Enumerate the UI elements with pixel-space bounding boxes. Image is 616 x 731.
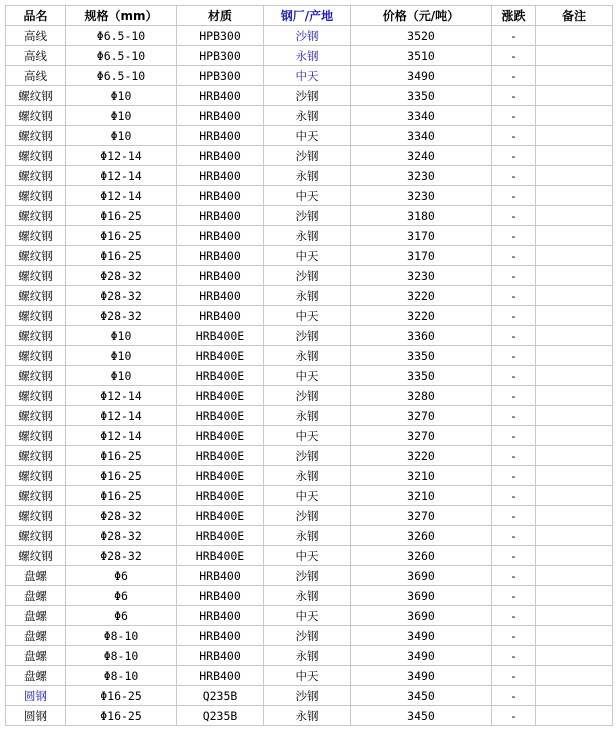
cell-material: HRB400E: [177, 426, 264, 446]
cell-note: [536, 666, 613, 686]
cell-material: HRB400E: [177, 506, 264, 526]
cell-name: 螺纹钢: [6, 466, 66, 486]
cell-change: -: [492, 626, 536, 646]
cell-note: [536, 246, 613, 266]
cell-note: [536, 26, 613, 46]
cell-name: 螺纹钢: [6, 346, 66, 366]
cell-price: 3170: [351, 246, 492, 266]
cell-price: 3270: [351, 426, 492, 446]
cell-spec: Φ6.5-10: [66, 46, 177, 66]
table-row: [6, 146, 613, 166]
cell-material: HPB300: [177, 26, 264, 46]
header-note: 备注: [536, 6, 613, 26]
cell-price: 3260: [351, 526, 492, 546]
cell-spec: Φ6.5-10: [66, 66, 177, 86]
cell-material: HRB400E: [177, 526, 264, 546]
table-row: [6, 586, 613, 606]
table-row: [6, 166, 613, 186]
cell-note: [536, 426, 613, 446]
cell-spec: Φ28-32: [66, 526, 177, 546]
cell-note: [536, 626, 613, 646]
cell-change: -: [492, 246, 536, 266]
cell-price: 3350: [351, 86, 492, 106]
cell-name: 螺纹钢: [6, 206, 66, 226]
cell-name: 螺纹钢: [6, 226, 66, 246]
cell-mill: 永钢: [264, 406, 351, 426]
cell-change: -: [492, 686, 536, 706]
cell-material: HRB400E: [177, 546, 264, 566]
cell-spec: Φ10: [66, 366, 177, 386]
cell-name[interactable]: 圆钢: [6, 686, 66, 706]
cell-name: 螺纹钢: [6, 286, 66, 306]
cell-mill: 中天: [264, 186, 351, 206]
cell-note: [536, 506, 613, 526]
cell-mill: 中天: [264, 306, 351, 326]
cell-mill: 中天: [264, 126, 351, 146]
cell-spec: Φ6: [66, 606, 177, 626]
cell-material: HRB400: [177, 286, 264, 306]
cell-mill: 沙钢: [264, 266, 351, 286]
cell-note: [536, 206, 613, 226]
table-row: [6, 546, 613, 566]
cell-mill: 沙钢: [264, 206, 351, 226]
cell-material: HRB400: [177, 146, 264, 166]
cell-mill: 中天: [264, 606, 351, 626]
cell-name: 螺纹钢: [6, 486, 66, 506]
table-row: [6, 186, 613, 206]
cell-mill: 沙钢: [264, 386, 351, 406]
cell-name: 高线: [6, 26, 66, 46]
cell-material: HRB400: [177, 186, 264, 206]
cell-mill[interactable]: 沙钢: [264, 26, 351, 46]
cell-change: -: [492, 266, 536, 286]
cell-price: 3360: [351, 326, 492, 346]
cell-mill: 沙钢: [264, 626, 351, 646]
cell-change: -: [492, 226, 536, 246]
table-row: [6, 86, 613, 106]
cell-change: -: [492, 366, 536, 386]
cell-change: -: [492, 306, 536, 326]
cell-price: 3240: [351, 146, 492, 166]
cell-spec: Φ12-14: [66, 406, 177, 426]
cell-note: [536, 526, 613, 546]
cell-note: [536, 386, 613, 406]
cell-price: 3220: [351, 306, 492, 326]
cell-material: HRB400: [177, 226, 264, 246]
cell-price: 3350: [351, 346, 492, 366]
cell-change: -: [492, 66, 536, 86]
cell-name: 螺纹钢: [6, 526, 66, 546]
cell-name: 盘螺: [6, 626, 66, 646]
cell-mill: 永钢: [264, 106, 351, 126]
cell-price: 3230: [351, 186, 492, 206]
cell-spec: Φ16-25: [66, 466, 177, 486]
price-table-container: [5, 5, 612, 726]
table-row: [6, 686, 613, 706]
cell-change: -: [492, 206, 536, 226]
cell-mill: 永钢: [264, 586, 351, 606]
cell-price: 3210: [351, 486, 492, 506]
cell-spec: Φ12-14: [66, 166, 177, 186]
cell-mill: 中天: [264, 486, 351, 506]
cell-material: HRB400E: [177, 326, 264, 346]
cell-spec: Φ28-32: [66, 286, 177, 306]
cell-note: [536, 86, 613, 106]
table-row: [6, 246, 613, 266]
cell-material: HRB400E: [177, 386, 264, 406]
cell-spec: Φ12-14: [66, 426, 177, 446]
cell-mill: 中天: [264, 366, 351, 386]
cell-mill: 沙钢: [264, 326, 351, 346]
cell-note: [536, 306, 613, 326]
cell-price: 3270: [351, 506, 492, 526]
cell-note: [536, 66, 613, 86]
cell-mill: 中天: [264, 666, 351, 686]
cell-note: [536, 346, 613, 366]
cell-price: 3230: [351, 266, 492, 286]
cell-mill[interactable]: 中天: [264, 66, 351, 86]
cell-mill: 中天: [264, 426, 351, 446]
cell-note: [536, 366, 613, 386]
cell-price: 3350: [351, 366, 492, 386]
cell-change: -: [492, 326, 536, 346]
cell-material: HRB400: [177, 246, 264, 266]
cell-name: 螺纹钢: [6, 326, 66, 346]
cell-price: 3340: [351, 126, 492, 146]
cell-spec: Φ10: [66, 126, 177, 146]
cell-change: -: [492, 346, 536, 366]
cell-price: 3220: [351, 446, 492, 466]
cell-change: -: [492, 546, 536, 566]
table-row: [6, 486, 613, 506]
cell-spec: Φ28-32: [66, 266, 177, 286]
cell-change: -: [492, 406, 536, 426]
cell-name: 盘螺: [6, 566, 66, 586]
table-row: [6, 666, 613, 686]
cell-spec: Φ10: [66, 326, 177, 346]
header-name: 品名: [6, 6, 66, 26]
cell-material: HRB400: [177, 626, 264, 646]
cell-name: 螺纹钢: [6, 546, 66, 566]
table-row: [6, 406, 613, 426]
cell-change: -: [492, 186, 536, 206]
cell-price: 3690: [351, 586, 492, 606]
cell-material: HRB400: [177, 86, 264, 106]
cell-name: 圆钢: [6, 706, 66, 726]
cell-mill: 永钢: [264, 346, 351, 366]
cell-mill: 沙钢: [264, 146, 351, 166]
table-header-row: [6, 6, 613, 26]
table-row: [6, 646, 613, 666]
cell-spec: Φ8-10: [66, 646, 177, 666]
cell-change: -: [492, 446, 536, 466]
cell-change: -: [492, 526, 536, 546]
cell-name: 盘螺: [6, 586, 66, 606]
table-row: [6, 226, 613, 246]
cell-mill: 中天: [264, 546, 351, 566]
cell-change: -: [492, 506, 536, 526]
header-change: 涨跌: [492, 6, 536, 26]
cell-spec: Φ10: [66, 346, 177, 366]
cell-note: [536, 406, 613, 426]
table-row: [6, 566, 613, 586]
cell-change: -: [492, 466, 536, 486]
cell-name: 高线: [6, 46, 66, 66]
cell-mill: 永钢: [264, 646, 351, 666]
cell-note: [536, 566, 613, 586]
cell-note: [536, 706, 613, 726]
cell-spec: Φ6: [66, 566, 177, 586]
cell-material: HRB400: [177, 206, 264, 226]
header-price: 价格（元/吨）: [351, 6, 492, 26]
cell-material: HPB300: [177, 46, 264, 66]
cell-material: HRB400: [177, 266, 264, 286]
cell-mill: 沙钢: [264, 446, 351, 466]
cell-mill: 永钢: [264, 526, 351, 546]
cell-mill: 沙钢: [264, 566, 351, 586]
table-row: [6, 446, 613, 466]
table-row: [6, 526, 613, 546]
cell-spec: Φ16-25: [66, 446, 177, 466]
cell-mill: 沙钢: [264, 686, 351, 706]
cell-material: Q235B: [177, 706, 264, 726]
cell-price: 3490: [351, 646, 492, 666]
cell-name: 螺纹钢: [6, 406, 66, 426]
cell-price: 3340: [351, 106, 492, 126]
table-row: [6, 286, 613, 306]
cell-note: [536, 586, 613, 606]
cell-spec: Φ12-14: [66, 186, 177, 206]
cell-material: HRB400E: [177, 446, 264, 466]
table-row: [6, 26, 613, 46]
cell-note: [536, 486, 613, 506]
cell-material: HRB400: [177, 586, 264, 606]
cell-price: 3690: [351, 606, 492, 626]
cell-price: 3450: [351, 706, 492, 726]
cell-spec: Φ12-14: [66, 386, 177, 406]
cell-price: 3230: [351, 166, 492, 186]
cell-spec: Φ16-25: [66, 226, 177, 246]
cell-mill: 永钢: [264, 286, 351, 306]
table-row: [6, 466, 613, 486]
steel-price-table: [5, 5, 613, 726]
cell-name: 螺纹钢: [6, 246, 66, 266]
table-row: [6, 206, 613, 226]
cell-note: [536, 126, 613, 146]
cell-price: 3260: [351, 546, 492, 566]
table-row: [6, 606, 613, 626]
cell-note: [536, 226, 613, 246]
cell-note: [536, 286, 613, 306]
cell-change: -: [492, 586, 536, 606]
cell-material: HRB400: [177, 646, 264, 666]
cell-material: Q235B: [177, 686, 264, 706]
cell-name: 螺纹钢: [6, 446, 66, 466]
cell-price: 3520: [351, 26, 492, 46]
table-row: [6, 326, 613, 346]
cell-name: 螺纹钢: [6, 106, 66, 126]
cell-price: 3280: [351, 386, 492, 406]
cell-change: -: [492, 86, 536, 106]
cell-material: HRB400: [177, 306, 264, 326]
cell-price: 3490: [351, 666, 492, 686]
cell-mill[interactable]: 永钢: [264, 46, 351, 66]
cell-spec: Φ28-32: [66, 506, 177, 526]
table-row: [6, 426, 613, 446]
cell-price: 3270: [351, 406, 492, 426]
header-material: 材质: [177, 6, 264, 26]
table-row: [6, 706, 613, 726]
cell-material: HPB300: [177, 66, 264, 86]
cell-price: 3210: [351, 466, 492, 486]
cell-change: -: [492, 486, 536, 506]
cell-note: [536, 446, 613, 466]
cell-material: HRB400E: [177, 466, 264, 486]
cell-spec: Φ16-25: [66, 246, 177, 266]
cell-spec: Φ8-10: [66, 626, 177, 646]
cell-mill: 中天: [264, 246, 351, 266]
cell-name: 高线: [6, 66, 66, 86]
cell-mill: 沙钢: [264, 506, 351, 526]
table-row: [6, 66, 613, 86]
cell-spec: Φ16-25: [66, 206, 177, 226]
cell-name: 螺纹钢: [6, 266, 66, 286]
cell-note: [536, 606, 613, 626]
table-row: [6, 346, 613, 366]
cell-change: -: [492, 106, 536, 126]
table-row: [6, 266, 613, 286]
cell-spec: Φ28-32: [66, 546, 177, 566]
table-row: [6, 106, 613, 126]
cell-material: HRB400: [177, 666, 264, 686]
cell-note: [536, 186, 613, 206]
cell-price: 3450: [351, 686, 492, 706]
cell-note: [536, 166, 613, 186]
cell-note: [536, 646, 613, 666]
cell-name: 螺纹钢: [6, 366, 66, 386]
cell-name: 螺纹钢: [6, 426, 66, 446]
cell-change: -: [492, 566, 536, 586]
cell-name: 盘螺: [6, 666, 66, 686]
cell-price: 3180: [351, 206, 492, 226]
cell-spec: Φ16-25: [66, 686, 177, 706]
cell-change: -: [492, 146, 536, 166]
cell-material: HRB400E: [177, 406, 264, 426]
cell-material: HRB400: [177, 166, 264, 186]
cell-spec: Φ28-32: [66, 306, 177, 326]
cell-change: -: [492, 706, 536, 726]
cell-change: -: [492, 386, 536, 406]
cell-material: HRB400E: [177, 366, 264, 386]
cell-material: HRB400: [177, 106, 264, 126]
cell-name: 螺纹钢: [6, 186, 66, 206]
table-row: [6, 626, 613, 646]
cell-spec: Φ16-25: [66, 486, 177, 506]
cell-note: [536, 546, 613, 566]
cell-change: -: [492, 606, 536, 626]
cell-name: 螺纹钢: [6, 506, 66, 526]
cell-mill: 永钢: [264, 466, 351, 486]
cell-spec: Φ10: [66, 86, 177, 106]
cell-note: [536, 686, 613, 706]
cell-name: 盘螺: [6, 606, 66, 626]
cell-change: -: [492, 126, 536, 146]
cell-spec: Φ12-14: [66, 146, 177, 166]
cell-name: 螺纹钢: [6, 386, 66, 406]
cell-name: 螺纹钢: [6, 146, 66, 166]
cell-change: -: [492, 46, 536, 66]
cell-spec: Φ6.5-10: [66, 26, 177, 46]
cell-change: -: [492, 646, 536, 666]
cell-name: 螺纹钢: [6, 166, 66, 186]
cell-material: HRB400: [177, 126, 264, 146]
cell-change: -: [492, 666, 536, 686]
cell-note: [536, 106, 613, 126]
cell-note: [536, 466, 613, 486]
cell-change: -: [492, 166, 536, 186]
cell-material: HRB400: [177, 606, 264, 626]
cell-name: 螺纹钢: [6, 86, 66, 106]
cell-price: 3490: [351, 626, 492, 646]
cell-price: 3690: [351, 566, 492, 586]
table-row: [6, 506, 613, 526]
cell-note: [536, 46, 613, 66]
header-spec: 规格（mm）: [66, 6, 177, 26]
cell-spec: Φ10: [66, 106, 177, 126]
cell-change: -: [492, 426, 536, 446]
cell-material: HRB400E: [177, 486, 264, 506]
cell-spec: Φ16-25: [66, 706, 177, 726]
cell-material: HRB400E: [177, 346, 264, 366]
cell-price: 3220: [351, 286, 492, 306]
cell-name: 螺纹钢: [6, 126, 66, 146]
cell-material: HRB400: [177, 566, 264, 586]
cell-spec: Φ8-10: [66, 666, 177, 686]
cell-note: [536, 146, 613, 166]
table-row: [6, 306, 613, 326]
cell-mill: 永钢: [264, 706, 351, 726]
cell-note: [536, 266, 613, 286]
table-row: [6, 366, 613, 386]
table-row: [6, 386, 613, 406]
cell-price: 3170: [351, 226, 492, 246]
header-mill[interactable]: 钢厂/产地: [264, 6, 351, 26]
cell-name: 螺纹钢: [6, 306, 66, 326]
cell-change: -: [492, 26, 536, 46]
cell-note: [536, 326, 613, 346]
table-row: [6, 126, 613, 146]
table-row: [6, 46, 613, 66]
cell-spec: Φ6: [66, 586, 177, 606]
cell-name: 盘螺: [6, 646, 66, 666]
cell-mill: 永钢: [264, 166, 351, 186]
cell-mill: 永钢: [264, 226, 351, 246]
cell-mill: 沙钢: [264, 86, 351, 106]
cell-price: 3510: [351, 46, 492, 66]
cell-change: -: [492, 286, 536, 306]
cell-price: 3490: [351, 66, 492, 86]
table-body: [6, 26, 613, 726]
